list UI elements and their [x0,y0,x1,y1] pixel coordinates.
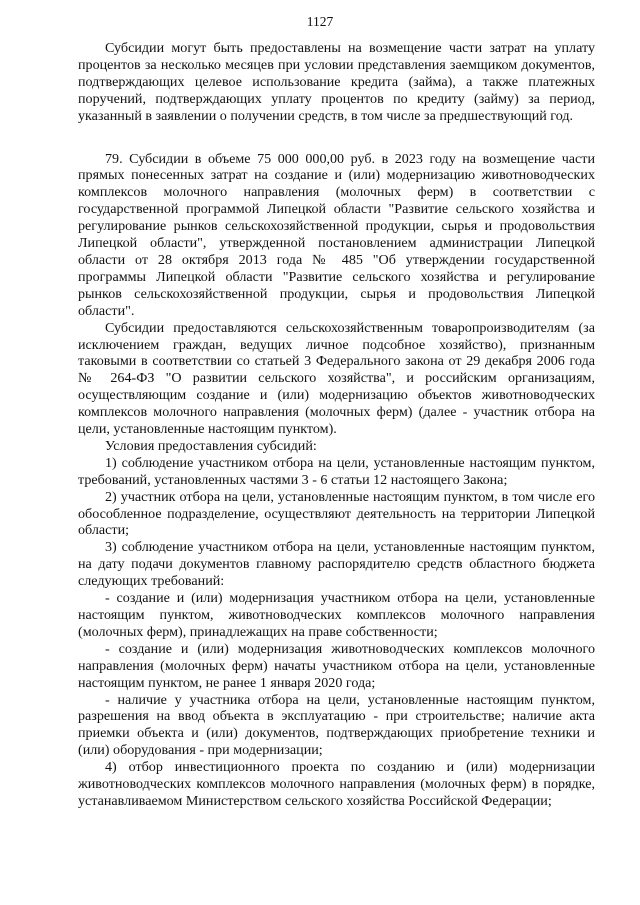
paragraph-condition-4: 4) отбор инвестиционного проекта по созданию и (или) модернизации животноводческих комплексов молочного направления (молочных ферм) в порядке, устанавливаемом Министерством сельского хозяйства Российской Федерации; [78,759,595,809]
paragraph-recipients: Субсидии предоставляются сельскохозяйственным товаропроизводителям (за исключением граждан, ведущих личное подсобное хозяйство), признанным таковыми в соответствии со статьей 3 Федерального закона от 29 декабря 2006 года № 264-ФЗ "О развитии сельского хозяйства", и российским организациям, осуществляющим создание и (или) модернизацию объектов животноводческих комплексов молочного направления (молочных ферм) (далее - участник отбора на цели, установленные настоящим пунктом). [78,319,595,438]
paragraph-condition-2: 2) участник отбора на цели, установленные настоящим пунктом, в том числе его обособленное подразделение, осуществляют деятельность на территории Липецкой области; [78,488,595,539]
paragraph-conditions-heading: Условия предоставления субсидий: [105,437,317,454]
paragraph-requirement-start-date: - создание и (или) модернизация животноводческих комплексов молочного направления (молочных ферм) начаты участником отбора на цели, установленные настоящим пунктом, не ранее 1 января 2020 года; [78,640,595,691]
paragraph-interest-reimbursement: Субсидии могут быть предоставлены на возмещение части затрат на уплату процентов за несколько месяцев при условии представления заемщиком документов, подтверждающих целевое использование кредита (займа), а также платежных поручений, подтверждающих уплату процентов по кредиту (займу) за период, указанный в заявлении о получении средств, в том числе за предшествующий год. [78,40,595,124]
paragraph-requirement-ownership: - создание и (или) модернизация участником отбора на цели, установленные настоящим пунктом, животноводческих комплексов молочного направления (молочных ферм), принадлежащих на праве собственности; [78,590,595,640]
page-number: 1127 [306,14,334,29]
paragraph-condition-1: 1) соблюдение участником отбора на цели, установленные настоящим пунктом, требований, установленных частями 3 - 6 статьи 12 настоящего Закона; [78,454,595,488]
paragraph-item-79: 79. Субсидии в объеме 75 000 000,00 руб. в 2023 году на возмещение части прямых понесенных затрат на создание и (или) модернизацию животноводческих комплексов молочного направления (молочных ферм) в соответствии с государственной программой Липецкой области "Развитие сельского хозяйства и регулирование рынков сельскохозяйственной продукции, сырья и продовольствия Липецкой области", утвержденной постановлением администрации Липецкой области от 28 октября 2013 года № 485 "Об утверждении государственной программы Липецкой области "Развитие сельского хозяйства и регулирование рынков сельскохозяйственной продукции, сырья и продовольствия Липецкой области". [78,150,595,319]
paragraph-condition-3: 3) соблюдение участником отбора на цели, установленные настоящим пунктом, на дату подачи документов главному распорядителю средств областного бюджета следующих требований: [78,539,595,590]
paragraph-gap [78,125,595,151]
document-body [78,40,595,810]
paragraph-requirement-permits: - наличие у участника отбора на цели, установленные настоящим пунктом, разрешения на ввод объекта в эксплуатацию - при строительстве; наличие акта приемки объекта и (или) документов, подтверждающих приобретение техники и (или) оборудования - при модернизации; [78,691,595,759]
